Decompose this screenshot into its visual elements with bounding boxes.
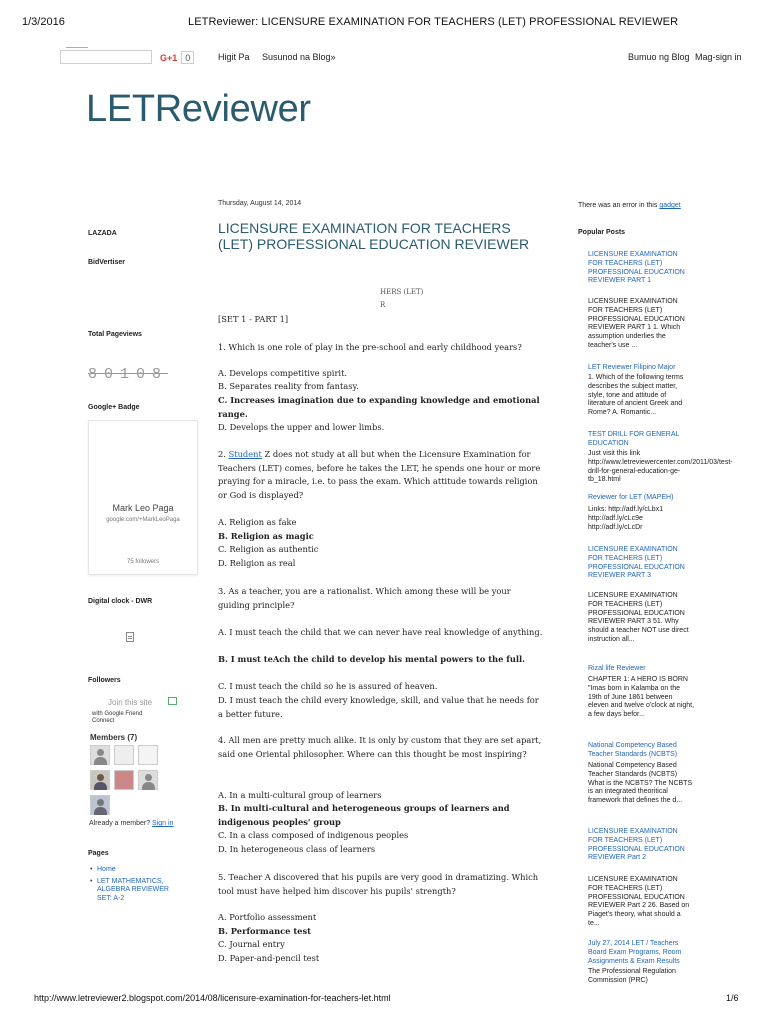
member-avatar[interactable]: [90, 770, 110, 790]
popular-post-link[interactable]: LICENSURE EXAMINATION FOR TEACHERS (LET) PROFESSIONAL EDUCATION REVIEWER PART 1: [588, 251, 685, 285]
gplus-badge[interactable]: [88, 420, 198, 575]
option-1a: A. Develops competitive spirit.: [218, 368, 348, 378]
popular-post-link[interactable]: Rizal life Reviewer: [588, 665, 646, 672]
option-2a: A. Religion as fake: [218, 517, 297, 527]
pages-widget-title: Pages: [88, 850, 109, 857]
q2-num: 2.: [218, 449, 226, 459]
lazada-widget-title: LAZADA: [88, 230, 117, 237]
option-4c: C. In a class composed of indigenous peoples: [218, 830, 409, 840]
gplus-button[interactable]: [160, 50, 194, 65]
gadget-error-note: [578, 202, 681, 209]
popular-post-snippet: The Professional Regulation Commission (PRC): [588, 968, 676, 984]
member-avatar[interactable]: [90, 745, 110, 765]
popular-post-snippet: CHAPTER 1: A HERO IS BORN "Imas born in Kalamba on the 19th of June 1861 between eleven and twelve o'clock at night, a few days befor...: [588, 676, 695, 719]
question-4: 4. All men are pretty much alike. It is only by custom that they are set apart, said one Oriental philosopher. Where can this thought be most inspiring?: [218, 735, 542, 759]
sign-in-link-sidebar[interactable]: Sign in: [152, 820, 174, 827]
question-1: 1. Which is one role of play in the pre-school and early childhood years?: [218, 342, 522, 352]
navbar-search-tab[interactable]: [66, 44, 88, 48]
already-member-label: Already a member?: [89, 820, 151, 827]
member-avatar[interactable]: [138, 770, 158, 790]
set-label: [SET 1 - PART 1]: [218, 314, 289, 324]
followers-widget-title: Followers: [88, 677, 121, 684]
option-3b-answer: B. I must teAch the child to develop his mental powers to the full.: [218, 654, 526, 664]
popular-post-snippet: National Competency Based Teacher Standards (NCBTS) What is the NCBTS? The NCBTS is an integrated theoritical framework that defines the d...: [588, 762, 693, 805]
gfc-label: with Google Friend Connect: [92, 711, 143, 724]
popular-post-snippet: 1. Which of the following terms describes the subject matter, style, tone and attitude of literature of ancient Greek and Rome? A. Romantic...: [588, 374, 684, 417]
popular-post-link[interactable]: LICENSURE EXAMINATION FOR TEACHERS (LET) PROFESSIONAL EDUCATION REVIEWER Part 2: [588, 828, 685, 862]
members-title: Members (7): [90, 733, 138, 742]
next-blog-link[interactable]: Higit Pa: [218, 52, 250, 62]
gplus-label: G+1: [160, 52, 178, 63]
option-5d: D. Paper-and-pencil test: [218, 953, 320, 963]
create-blog-link[interactable]: Bumuo ng Blog: [628, 52, 690, 62]
popular-post-link[interactable]: July 27, 2014 LET / Teachers Board Exam Programs, Room Assignments & Exam Results: [588, 940, 682, 965]
join-site-button[interactable]: Join this site: [108, 698, 153, 707]
popular-posts-title: Popular Posts: [578, 229, 626, 236]
option-5b-answer: B. Performance test: [218, 926, 311, 936]
blog-title[interactable]: LETReviewer: [86, 88, 311, 130]
popular-post-link[interactable]: LET Reviewer Filipino Major: [588, 364, 676, 371]
print-date: 1/3/2016: [22, 16, 65, 28]
share-blog-link[interactable]: Susunod na Blog»: [262, 52, 336, 62]
pages-list: [92, 866, 180, 906]
popular-post-snippet: LICENSURE EXAMINATION FOR TEACHERS (LET) PROFESSIONAL EDUCATION REVIEWER Part 2 26. Based on Piaget's theory, what should a te...: [588, 876, 690, 927]
gplus-badge-title: Google+ Badge: [88, 404, 140, 411]
gplus-count: 0: [181, 51, 194, 64]
clock-widget-title: Digital clock - DWR: [88, 598, 153, 605]
member-avatar[interactable]: [114, 770, 134, 790]
badge-url[interactable]: google.com/+MarkLeoPaga: [106, 517, 180, 523]
popular-post-link[interactable]: LICENSURE EXAMINATION FOR TEACHERS (LET) PROFESSIONAL EDUCATION REVIEWER PART 3: [588, 546, 685, 580]
option-2c: C. Religion as authentic: [218, 544, 319, 554]
popular-post-link[interactable]: Reviewer for LET (MAPEH): [588, 494, 674, 501]
option-5a: A. Portfolio assessment: [218, 912, 317, 922]
question-3: 3. As a teacher, you are a rationalist. Which among these will be your guiding principle?: [218, 586, 511, 610]
option-1c-answer: C. Increases imagination due to expanding knowledge and emotional range.: [218, 395, 540, 419]
page-link-let-math[interactable]: • LET MATHEMATICS, ALGEBRA REVIEWER SET: A-2: [92, 878, 180, 904]
popular-post-link[interactable]: National Competency Based Teacher Standards (NCBTS): [588, 742, 678, 758]
member-avatar[interactable]: [90, 795, 110, 815]
already-member: [89, 820, 173, 827]
broken-plugin-icon: [126, 632, 134, 642]
pageviews-widget-title: Total Pageviews: [88, 331, 142, 338]
badge-followers: 75 followers: [126, 559, 159, 565]
badge-name[interactable]: Mark Leo Paga: [112, 503, 174, 513]
option-4b-answer: B. In multi-cultural and heterogeneous groups of learners and indigenous peoples' group: [218, 803, 510, 827]
popular-post-snippet: LICENSURE EXAMINATION FOR TEACHERS (LET) PROFESSIONAL EDUCATION REVIEWER PART 1 1. Which assumption underlies the teacher's use ...: [588, 298, 685, 349]
pageviews-counter: 80108: [88, 366, 169, 383]
gadget-error-text: There was an error in this: [578, 202, 658, 209]
question-2: [218, 448, 543, 502]
option-1b: B. Separates reality from fantasy.: [218, 381, 359, 391]
popular-post-snippet: Links: http://adf.ly/cLbx1 http://adf.ly/cLc9e http://adf.ly/cLcDr: [588, 506, 664, 531]
member-avatar[interactable]: [114, 745, 134, 765]
option-3c: C. I must teach the child so he is assured of heaven.: [218, 681, 438, 691]
sign-in-link[interactable]: Mag-sign in: [695, 52, 742, 62]
bidvertiser-widget-title: BidVertiser: [88, 259, 125, 266]
print-header: [0, 16, 768, 32]
option-1d: D. Develops the upper and lower limbs.: [218, 422, 385, 432]
blogger-navbar: [0, 44, 768, 70]
option-3a: A. I must teach the child that we can never have real knowledge of anything.: [218, 627, 543, 637]
footer-page-number: 1/6: [726, 993, 739, 1003]
question-5: 5. Teacher A discovered that his pupils are very good in dramatizing. Which tool must have helped him discover his pupils' strength?: [218, 872, 539, 896]
q2-text: Z does not study at all but when the Licensure Examination for Teachers (LET) comes, before he takes the LET, he spends one hour or more praying for a miracle, i.e. to pass the exam. Which attitude towards religion or God is displayed?: [218, 449, 541, 500]
follow-icon[interactable]: [168, 697, 177, 705]
footer-url: http://www.letreviewer2.blogspot.com/2014/08/licensure-examination-for-teachers-let.html: [34, 993, 391, 1003]
popular-post-snippet: Just visit this link http://www.letreviewercenter.com/2011/03/test-drill-for-general-education-ge-tb_18.html: [588, 450, 733, 484]
option-4d: D. In heterogeneous class of learners: [218, 844, 376, 854]
image-fragment-text: HERS (LET): [380, 288, 424, 296]
image-fragment-text: R: [380, 301, 386, 309]
gadget-link[interactable]: gadget: [659, 202, 681, 209]
navbar-search-input[interactable]: [60, 50, 152, 64]
member-avatar[interactable]: [138, 745, 158, 765]
print-title: LETReviewer: LICENSURE EXAMINATION FOR TEACHERS (LET) PROFESSIONAL REVIEWER: [188, 16, 679, 28]
option-3d: D. I must teach the child every knowledge, skill, and value that he needs for a better future.: [218, 695, 539, 719]
option-5c: C. Journal entry: [218, 939, 285, 949]
option-2d: D. Religion as real: [218, 558, 296, 568]
student-link[interactable]: Student: [228, 449, 262, 459]
option-4a: A. In a multi-cultural group of learners: [218, 790, 382, 800]
post-title[interactable]: LICENSURE EXAMINATION FOR TEACHERS (LET) PROFESSIONAL EDUCATION REVIEWER: [218, 220, 530, 252]
post-date: Thursday, August 14, 2014: [218, 200, 302, 207]
popular-post-snippet: LICENSURE EXAMINATION FOR TEACHERS (LET) PROFESSIONAL EDUCATION REVIEWER PART 3 51. Why should a teacher NOT use direct instruction all...: [588, 592, 689, 643]
popular-post-link[interactable]: TEST DRILL FOR GENERAL EDUCATION: [588, 431, 680, 447]
page-link-home[interactable]: • Home: [92, 866, 180, 875]
option-2b-answer: B. Religion as magic: [218, 531, 314, 541]
